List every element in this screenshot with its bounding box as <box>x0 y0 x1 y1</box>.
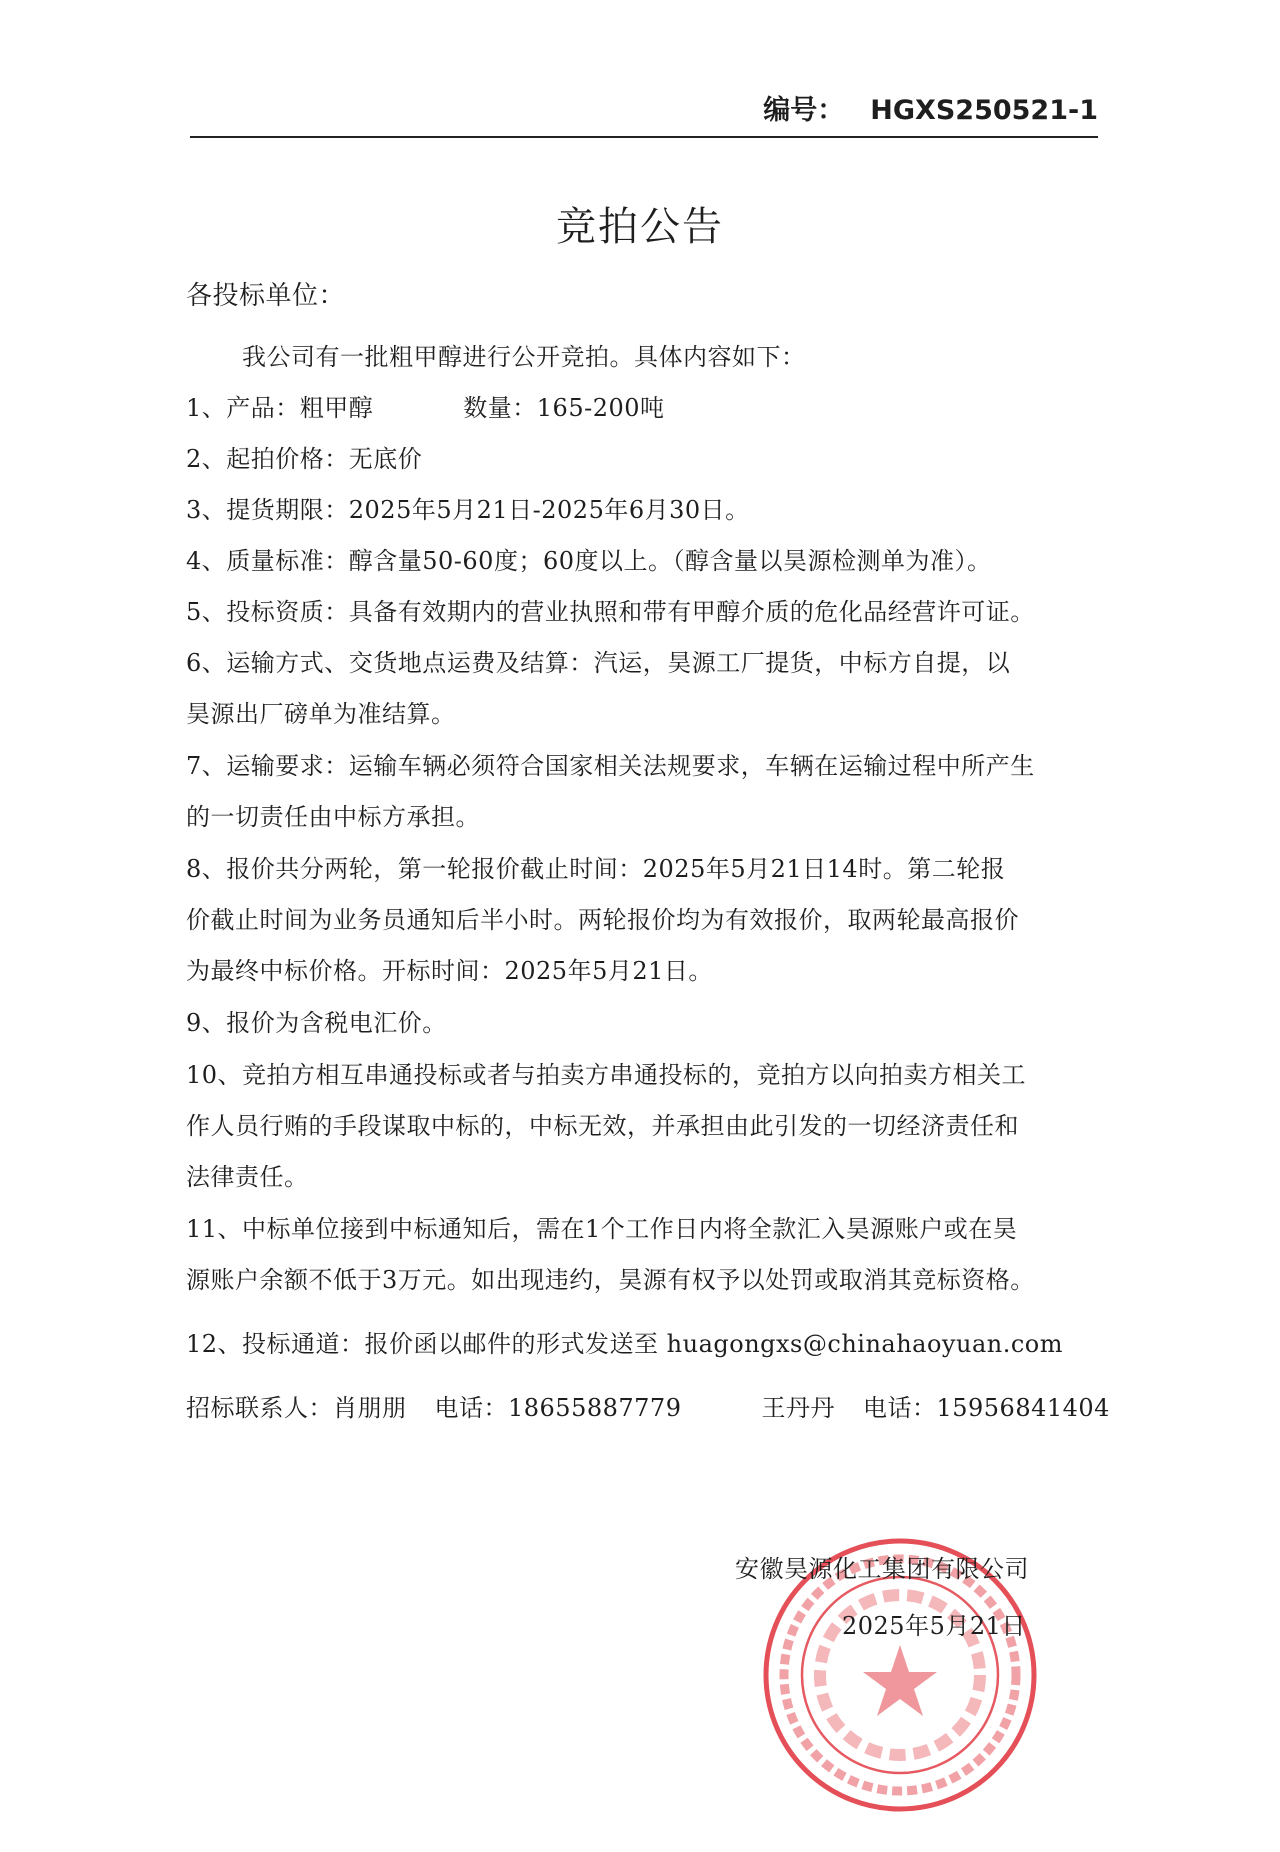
contact-label: 招标联系人： <box>186 1394 333 1422</box>
item-8-line-3: 为最终中标价格。开标时间：2025年5月21日。 <box>186 957 713 985</box>
item-5: 5、投标资质：具备有效期内的营业执照和带有甲醇介质的危化品经营许可证。 <box>186 598 1035 626</box>
item-11-line-2: 源账户余额不低于3万元。如出现违约，昊源有权予以处罚或取消其竞标资格。 <box>186 1266 1035 1294</box>
contact-2-name: 王丹丹 <box>761 1394 835 1422</box>
item-7-line-1: 7、运输要求：运输车辆必须符合国家相关法规要求，车辆在运输过程中所产生 <box>186 752 1035 780</box>
item-9: 9、报价为含税电汇价。 <box>186 1009 447 1037</box>
quantity: 数量：165-200吨 <box>463 394 665 422</box>
signature-date: 2025年5月21日 <box>842 1612 1026 1640</box>
item-2: 2、起拍价格：无底价 <box>186 445 423 473</box>
item-12: 12、投标通道：报价函以邮件的形式发送至 huagongxs@chinahaoyuan.com <box>186 1330 1063 1358</box>
document-number <box>763 94 1098 128</box>
contact-1-phone: 电话：18655887779 <box>434 1394 682 1422</box>
signature-company: 安徽昊源化工集团有限公司 <box>735 1555 1029 1583</box>
item-8-line-1: 8、报价共分两轮，第一轮报价截止时间：2025年5月21日14时。第二轮报 <box>186 855 1006 883</box>
item-10-line-2: 作人员行贿的手段谋取中标的，中标无效，并承担由此引发的一切经济责任和 <box>186 1112 1019 1140</box>
item-6-line-1: 6、运输方式、交货地点运费及结算：汽运，昊源工厂提货，中标方自提，以 <box>186 649 1011 677</box>
item-1 <box>186 390 1116 426</box>
product: 1、产品：粗甲醇 <box>186 394 374 422</box>
document-number-label: 编号： <box>763 95 845 126</box>
item-10-line-1: 10、竞拍方相互串通投标或者与拍卖方串通投标的，竞拍方以向拍卖方相关工 <box>186 1061 1027 1089</box>
page-title: 竞拍公告 <box>556 204 724 250</box>
item-3: 3、提货期限：2025年5月21日-2025年6月30日。 <box>186 496 750 524</box>
item-10-line-3: 法律责任。 <box>186 1163 309 1191</box>
item-11-line-1: 11、中标单位接到中标通知后，需在1个工作日内将全款汇入昊源账户或在昊 <box>186 1215 1018 1243</box>
item-7-line-2: 的一切责任由中标方承担。 <box>186 803 480 831</box>
contact-2-phone: 电话：15956841404 <box>862 1394 1110 1422</box>
header-rule <box>190 136 1098 138</box>
intro: 我公司有一批粗甲醇进行公开竞拍。具体内容如下： <box>242 343 806 371</box>
salutation: 各投标单位： <box>186 281 346 311</box>
notice-body <box>186 278 1116 1659</box>
item-4: 4、质量标准：醇含量50-60度；60度以上。（醇含量以昊源检测单为准）。 <box>186 547 992 575</box>
contacts <box>186 1390 1116 1426</box>
item-8-line-2: 价截止时间为业务员通知后半小时。两轮报价均为有效报价，取两轮最高报价 <box>186 906 1019 934</box>
document-number-value: HGXS250521-1 <box>870 95 1098 126</box>
contact-1-name: 肖朋朋 <box>333 1394 407 1422</box>
item-6-line-2: 昊源出厂磅单为准结算。 <box>186 700 456 728</box>
